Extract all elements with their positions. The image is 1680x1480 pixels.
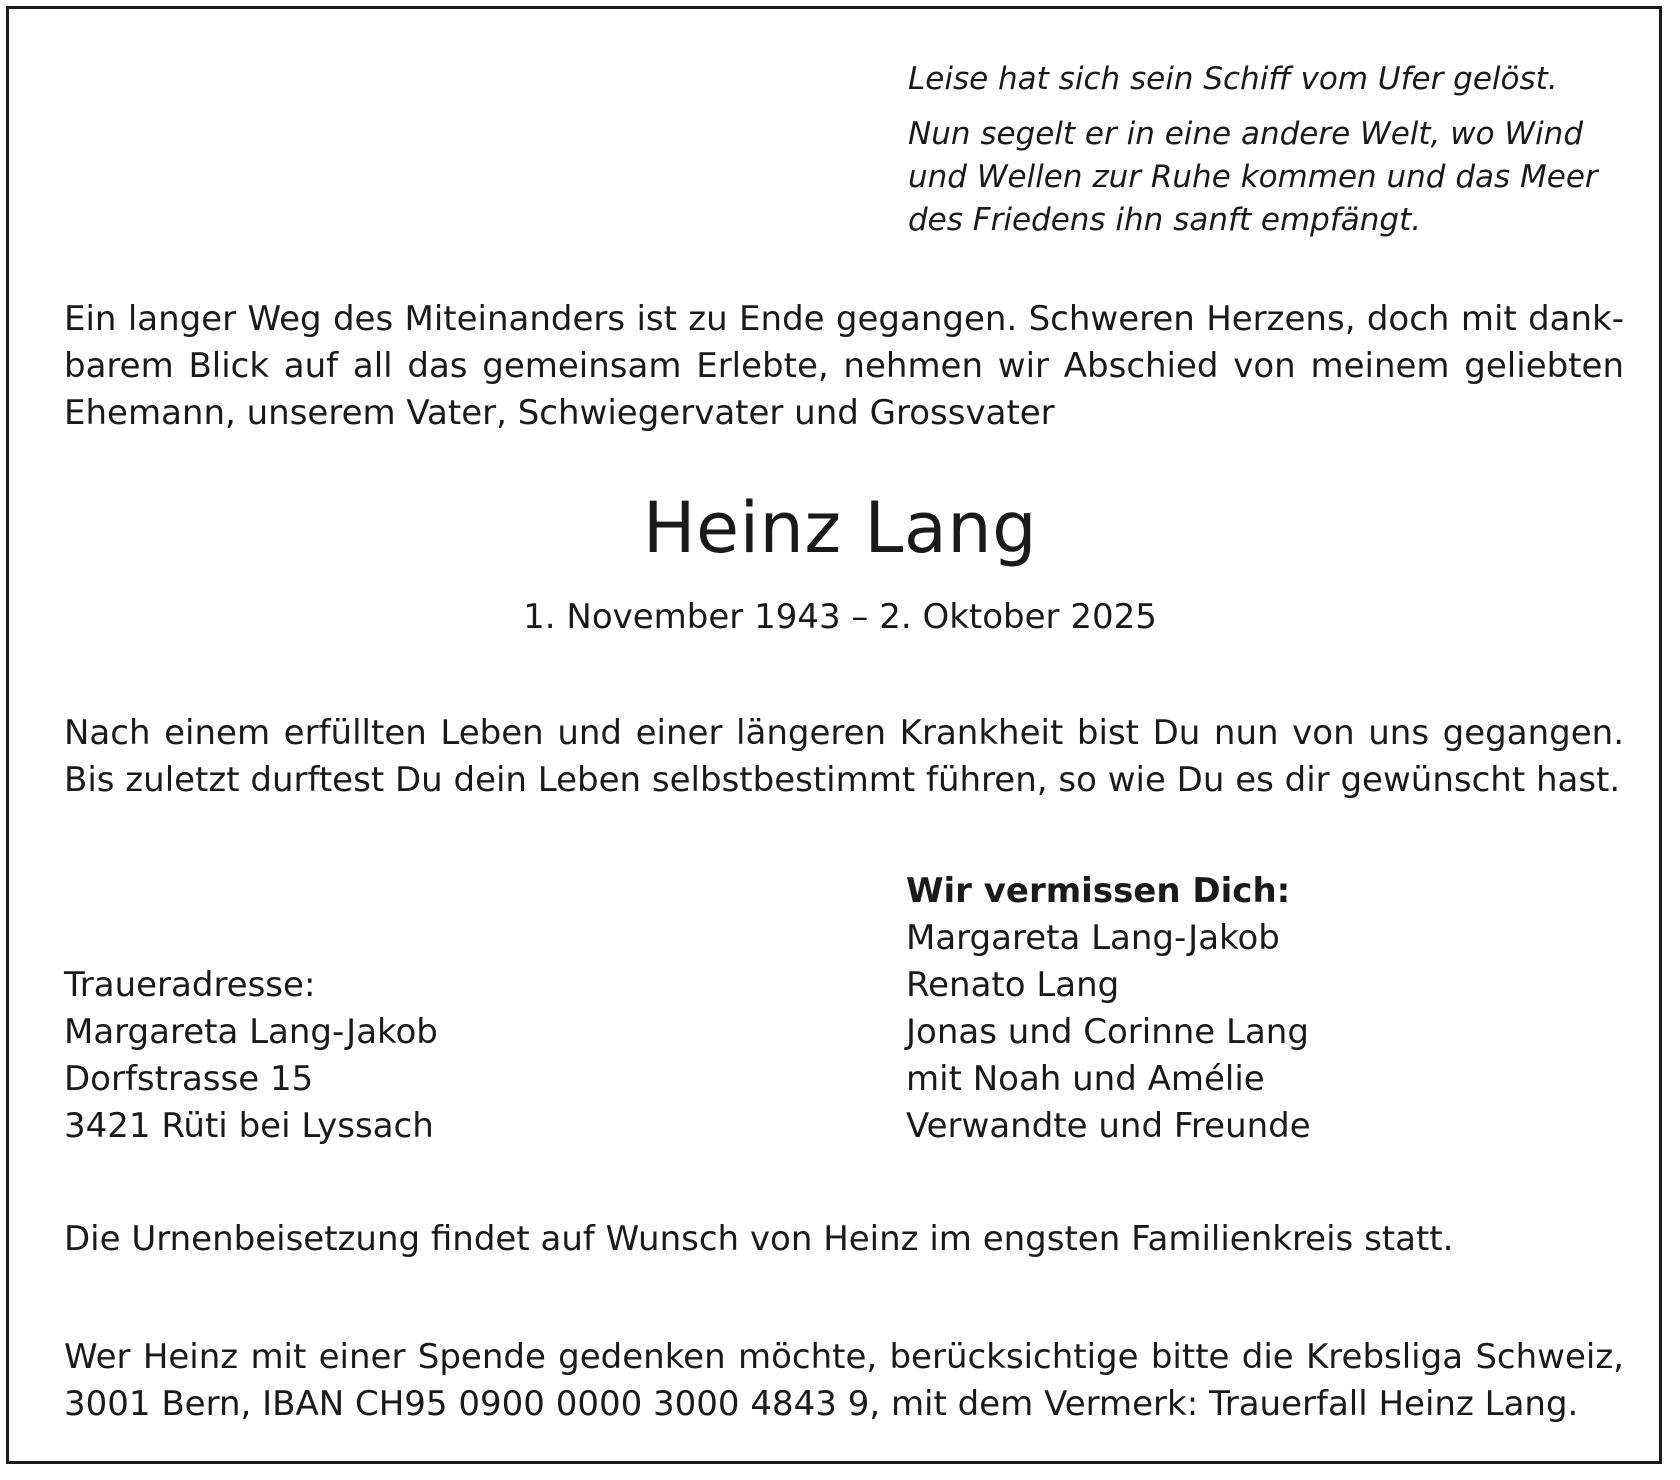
poem-spacer [908,101,1628,113]
poem-line: Nun segelt er in eine andere Welt, wo Wind [908,116,1584,152]
family-member: Jonas und Corinne Lang [906,1012,1309,1052]
donation-line: 3001 Bern, IBAN CH95 0900 0000 3000 4843 9, mit dem Vermerk: Trauerfall Heinz Lang. [64,1384,1579,1424]
mourning-address [64,962,764,1150]
burial-notice: Die Urnenbeisetzung findet auf Wunsch von Heinz im engsten Familienkreis statt. [64,1219,1454,1259]
intro-paragraph [64,296,1624,437]
family-member: mit Noah und Amélie [906,1059,1265,1099]
intro-line: Ehemann, unserem Vater, Schwiegervater und Grossvater [64,393,1055,433]
deceased-name: Heinz Lang [642,487,1038,569]
farewell-line: Bis zuletzt durftest Du dein Leben selbstbestimmt führen, so wie Du es dir gewünscht hast. [64,760,1621,800]
life-dates: 1. November 1943 – 2. Oktober 2025 [523,597,1157,637]
family-member: Renato Lang [906,965,1120,1005]
family-member: Verwandte und Freunde [906,1106,1311,1146]
intro-line: barem Blick auf all das gemeinsam Erlebte, nehmen wir Abschied von meinem geliebten [64,346,1624,386]
donation-line: Wer Heinz mit einer Spende gedenken möchte, berücksichtige bitte die Krebsliga Schweiz, [64,1337,1624,1377]
poem-block [908,58,1628,242]
intro-line: Ein langer Weg des Miteinanders ist zu Ende gegangen. Schweren Herzens, doch mit dank- [64,299,1624,339]
farewell-paragraph [64,710,1624,804]
donation-notice [64,1334,1624,1428]
poem-line: des Friedens ihn sanft empfängt. [908,202,1422,238]
address-line: 3421 Rüti bei Lyssach [64,1106,434,1146]
family-list [906,868,1626,1150]
farewell-line: Nach einem erfüllten Leben und einer längeren Krankheit bist Du nun von uns gegangen. [64,713,1624,753]
address-label: Traueradresse: [64,965,316,1005]
poem-line: Leise hat sich sein Schiff vom Ufer gelöst. [908,61,1558,97]
address-line: Dorfstrasse 15 [64,1059,314,1099]
family-member: Margareta Lang-Jakob [906,918,1280,958]
address-line: Margareta Lang-Jakob [64,1012,438,1052]
poem-line: und Wellen zur Ruhe kommen und das Meer [908,159,1598,195]
family-heading: Wir vermissen Dich: [906,871,1291,911]
